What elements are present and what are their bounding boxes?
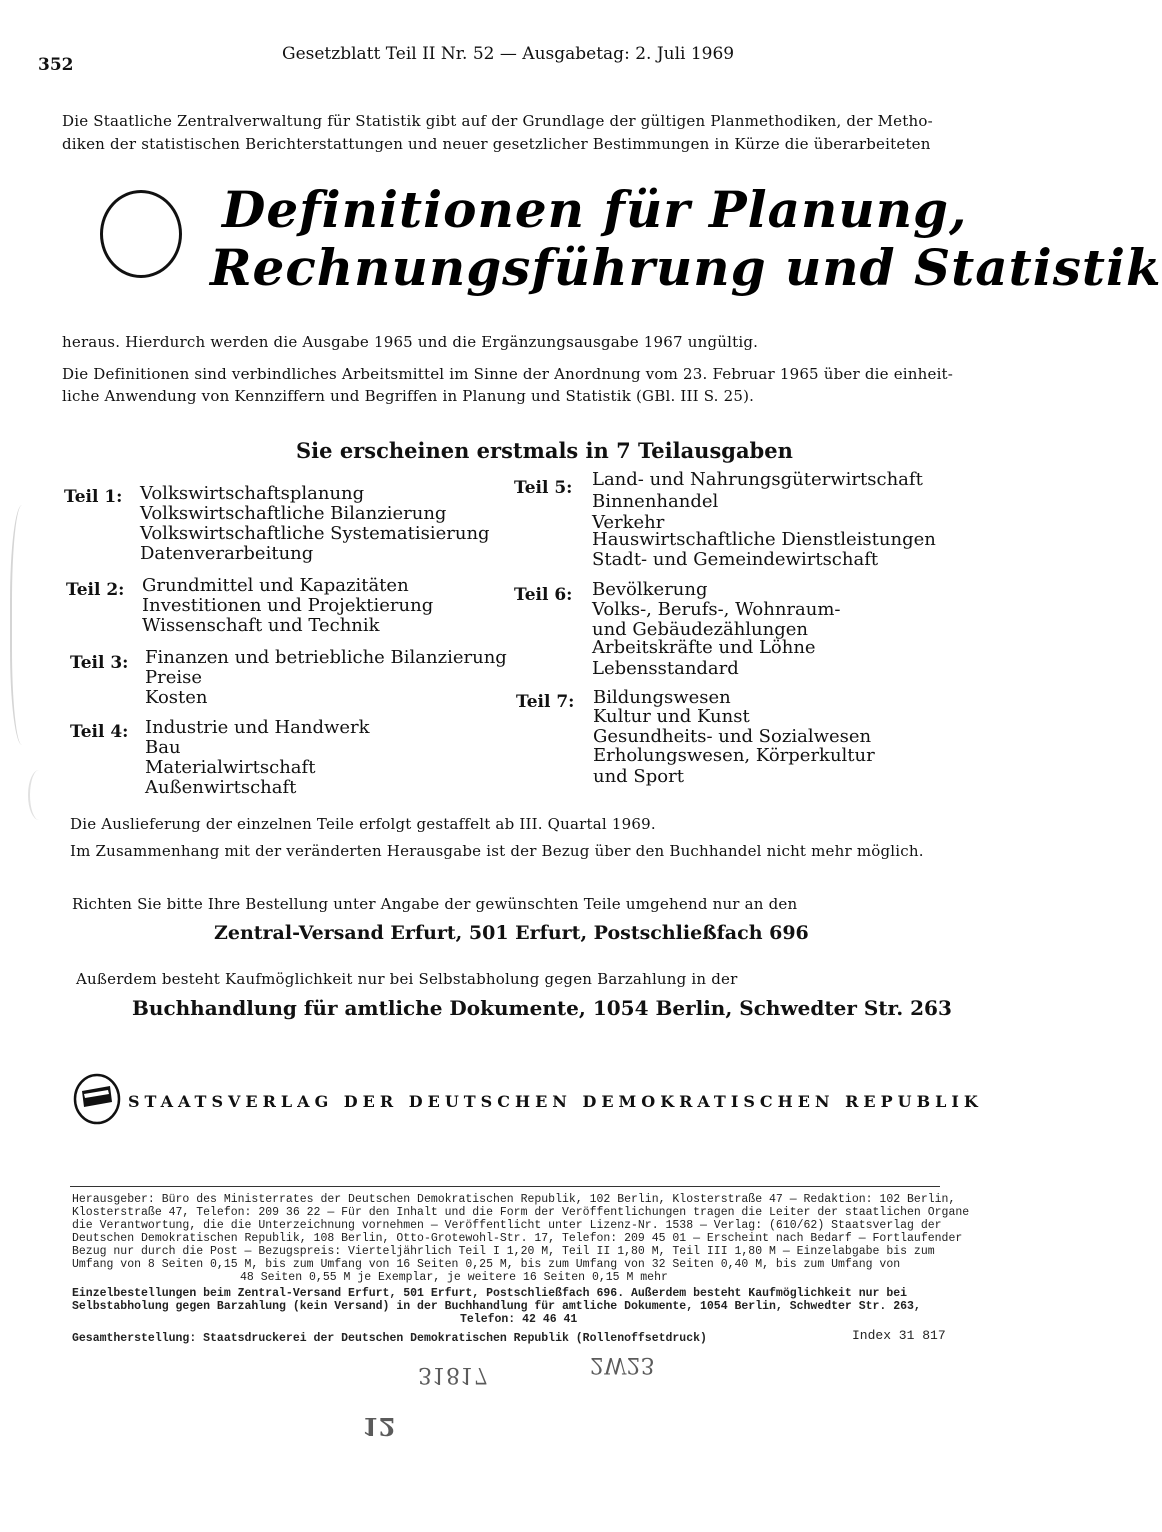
part-4-label: Teil 4: <box>70 722 129 742</box>
address-buchhandlung: Buchhandlung für amtliche Dokumente, 1054 Berlin, Schwedter Str. 263 <box>132 996 952 1020</box>
notice-line: heraus. Hierdurch werden die Ausgabe 1965 und die Ergänzungsausgabe 1967 ungültig. <box>62 333 759 351</box>
part-5-item: Land- und Nahrungsgüterwirtschaft <box>592 469 923 490</box>
part-2-label: Teil 2: <box>66 580 125 600</box>
bleed-through-text: 31817 <box>418 1362 488 1387</box>
page-number: 352 <box>38 55 74 75</box>
part-4-item: Industrie und Handwerk <box>145 717 370 738</box>
part-7-item: Gesundheits- und Sozialwesen <box>593 726 872 747</box>
part-2-item: Grundmittel und Kapazitäten <box>142 575 409 596</box>
imprint-line: Gesamtherstellung: Staatsdruckerei der Deutschen Demokratischen Republik (Rollenoffsetdruck) <box>72 1332 707 1345</box>
part-7-item: und Sport <box>593 766 684 787</box>
part-2-item: Investitionen und Projektierung <box>142 595 434 616</box>
part-3-label: Teil 3: <box>70 653 129 673</box>
part-7-item: Kultur und Kunst <box>593 706 750 727</box>
part-6-item: Lebensstandard <box>592 658 739 679</box>
imprint-line: Einzelbestellungen beim Zentral-Versand Erfurt, 501 Erfurt, Postschließfach 696. Außerdem besteht Kaufmöglichkeit nur bei <box>72 1287 908 1300</box>
imprint-line: Klosterstraße 47, Telefon: 209 36 22 — Für den Inhalt und die Form der Veröffentlichungen tragen die Leiter der staatlichen Organe <box>72 1206 970 1219</box>
imprint-divider <box>70 1186 940 1187</box>
imprint-line: Deutschen Demokratischen Republik, 108 Berlin, Otto-Grotewohl-Str. 17, Telefon: 209 45 01 — Erscheint nach Bedarf — Fortlaufender <box>72 1232 963 1245</box>
intro-line-1: Die Staatliche Zentralverwaltung für Statistik gibt auf der Grundlage der gültigen Planmethodiken, der Metho- <box>62 112 933 130</box>
index-number: Index 31 817 <box>852 1328 946 1343</box>
part-6-item: Volks-, Berufs-, Wohnraum- <box>592 599 841 620</box>
bleed-through-text: 12 <box>362 1412 396 1441</box>
delivery-line-2: Im Zusammenhang mit der veränderten Herausgabe ist der Bezug über den Buchhandel nicht mehr möglich. <box>70 842 924 860</box>
part-3-item: Finanzen und betriebliche Bilanzierung <box>145 647 507 668</box>
part-5-item: Verkehr <box>592 512 665 533</box>
part-5-item: Hauswirtschaftliche Dienstleistungen <box>592 529 936 550</box>
flag-emblem-icon <box>72 1072 122 1126</box>
part-6-label: Teil 6: <box>514 585 573 605</box>
circle-emblem <box>100 190 182 278</box>
part-6-item: und Gebäudezählungen <box>592 619 808 640</box>
subheading: Sie erscheinen erstmals in 7 Teilausgaben <box>296 438 793 463</box>
part-5-item: Binnenhandel <box>592 491 719 512</box>
running-title: Gesetzblatt Teil II Nr. 52 — Ausgabetag: 2. Juli 1969 <box>282 44 735 64</box>
purchase-line: Außerdem besteht Kaufmöglichkeit nur bei Selbstabholung gegen Barzahlung in der <box>76 970 738 988</box>
title-line-1: Definitionen für Planung, <box>222 180 968 239</box>
part-7-item: Bildungswesen <box>593 687 731 708</box>
part-3-item: Kosten <box>145 687 208 708</box>
part-1-item: Volkswirtschaftliche Bilanzierung <box>140 503 447 524</box>
bleed-through-text: 2W23 <box>590 1352 655 1377</box>
order-line: Richten Sie bitte Ihre Bestellung unter Angabe der gewünschten Teile umgehend nur an den <box>72 895 798 913</box>
part-7-label: Teil 7: <box>516 692 575 712</box>
delivery-line-1: Die Auslieferung der einzelnen Teile erfolgt gestaffelt ab III. Quartal 1969. <box>70 815 656 833</box>
part-1-label: Teil 1: <box>64 487 123 507</box>
imprint-line: Herausgeber: Büro des Ministerrates der Deutschen Demokratischen Republik, 102 Berlin, Klosterstraße 47 — Redaktion: 102 Berlin, <box>72 1193 956 1206</box>
address-zentral-versand: Zentral-Versand Erfurt, 501 Erfurt, Postschließfach 696 <box>214 922 809 944</box>
definitions-line-1: Die Definitionen sind verbindliches Arbeitsmittel im Sinne der Anordnung vom 23. Februar 1965 über die einheit- <box>62 365 954 383</box>
imprint-line: Telefon: 42 46 41 <box>460 1313 578 1326</box>
part-4-item: Außenwirtschaft <box>145 777 297 798</box>
title-line-2: Rechnungsführung und Statistik <box>210 238 1162 297</box>
part-6-item: Bevölkerung <box>592 579 708 600</box>
imprint-line: 48 Seiten 0,55 M je Exemplar, je weitere 16 Seiten 0,15 M mehr <box>240 1271 668 1284</box>
part-4-item: Bau <box>145 737 181 758</box>
imprint-line: Bezug nur durch die Post — Bezugspreis: Vierteljährlich Teil I 1,20 M, Teil II 1,80 M, Teil III 1,80 M — Einzelabgabe bis zum <box>72 1245 935 1258</box>
imprint-line: Selbstabholung gegen Barzahlung (kein Versand) in der Buchhandlung für amtliche Dokumente, 1054 Berlin, Schwedter Str. 263, <box>72 1300 921 1313</box>
part-1-item: Volkswirtschaftliche Systematisierung <box>140 523 490 544</box>
part-1-item: Datenverarbeitung <box>140 543 314 564</box>
part-6-item: Arbeitskräfte und Löhne <box>592 637 816 658</box>
intro-line-2: diken der statistischen Berichterstattungen und neuer gesetzlicher Bestimmungen in Kürze die überarbeiteten <box>62 135 931 153</box>
part-2-item: Wissenschaft und Technik <box>142 615 380 636</box>
imprint-line: Umfang von 8 Seiten 0,15 M, bis zum Umfang von 16 Seiten 0,25 M, bis zum Umfang von 32 Seiten 0,40 M, bis zum Umfang von <box>72 1258 901 1271</box>
definitions-line-2: liche Anwendung von Kennziffern und Begriffen in Planung und Statistik (GBl. III S. 25). <box>62 387 755 405</box>
part-4-item: Materialwirtschaft <box>145 757 316 778</box>
imprint-line: die Verantwortung, die die Unterzeichnung vornehmen — Veröffentlicht unter Lizenz-Nr. 1538 — Verlag: (610/62) Staatsverlag der <box>72 1219 942 1232</box>
part-7-item: Erholungswesen, Körperkultur <box>593 745 875 766</box>
part-5-label: Teil 5: <box>514 478 573 498</box>
part-3-item: Preise <box>145 667 203 688</box>
margin-scribble <box>10 505 40 745</box>
part-1-item: Volkswirtschaftsplanung <box>140 483 365 504</box>
publisher-name: STAATSVERLAG DER DEUTSCHEN DEMOKRATISCHEN REPUBLIK <box>128 1092 983 1111</box>
margin-scribble <box>28 770 50 820</box>
part-5-item: Stadt- und Gemeindewirtschaft <box>592 549 879 570</box>
